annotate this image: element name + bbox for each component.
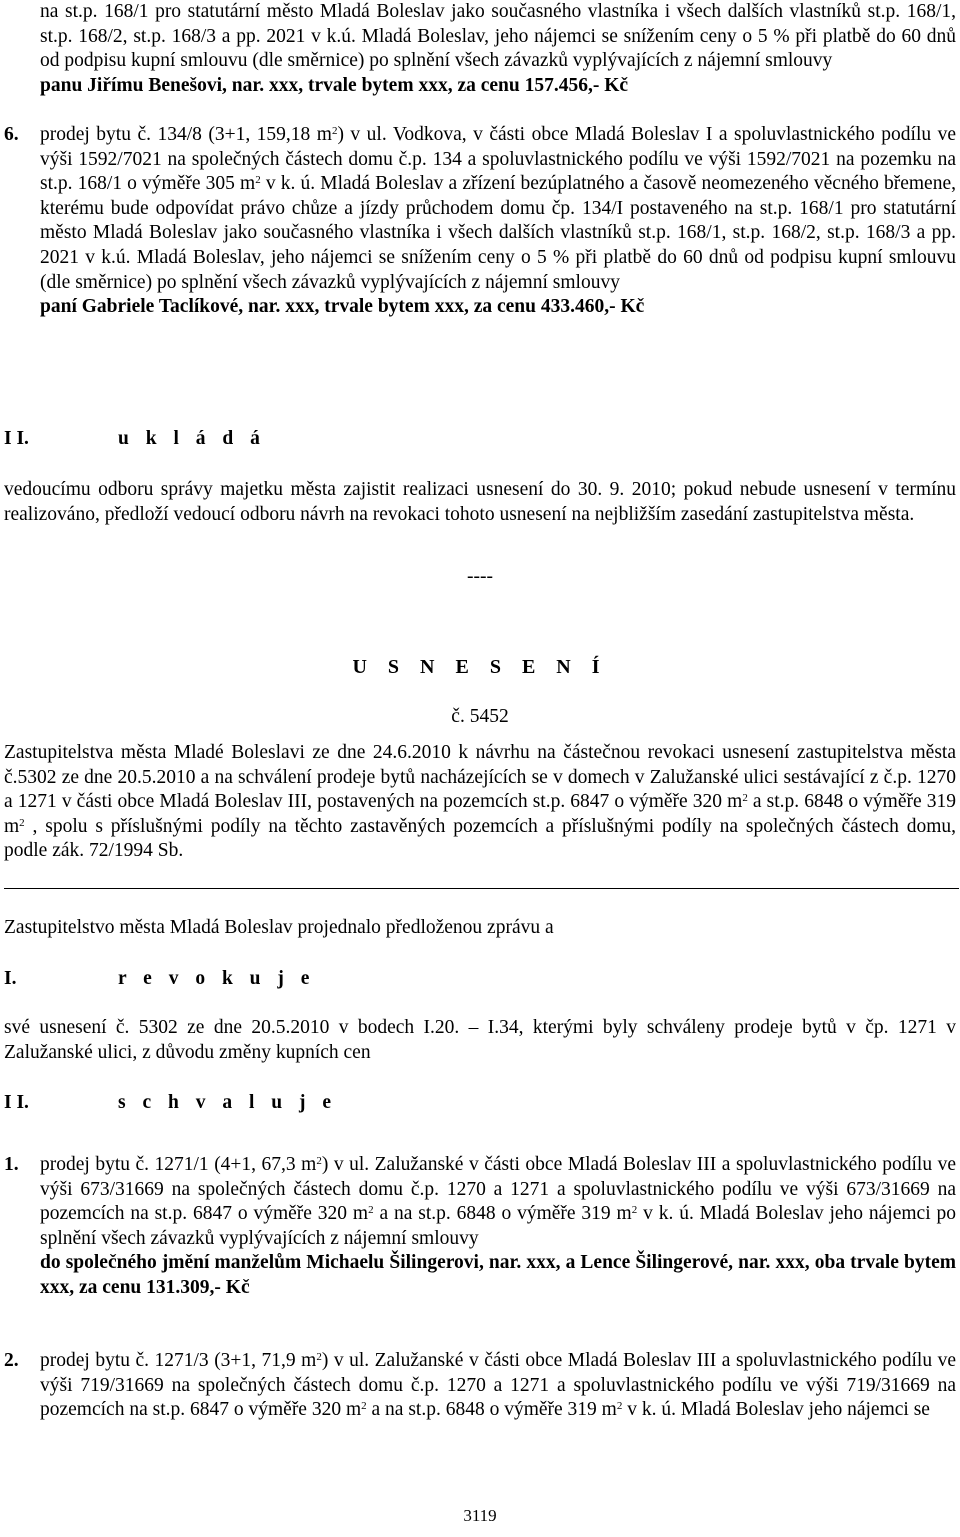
item-text: prodej bytu č. 1271/3 (3+1, 71,9 m bbox=[40, 1350, 317, 1371]
section-verb: u k l á d á bbox=[118, 428, 266, 449]
section-roman: I. bbox=[4, 968, 17, 989]
item-text: ) v ul. Zalužanské v části obce Mladá Boleslav III a spoluvlastnického podílu ve výši 673/31669 na společných částech domu č.p. 1270 a 1271 a spoluvlastnického podílu ve výši 673/31669 na pozemcích na st.p. 6847 o výměře 320 m bbox=[40, 1154, 956, 1225]
sale-item-6 bbox=[40, 123, 956, 320]
superscript: 2 bbox=[255, 174, 261, 187]
item-text: ) v ul. Vodkova, v části obce Mladá Boleslav I a spoluvlastnického podílu ve výši 1592/7021 na společných částech domu č.p. 134 a spoluvlastnického podílu ve výši 1592/7021 na pozemku na st.p. 168/1 o výměře 305 m bbox=[40, 124, 956, 195]
item-number: 1. bbox=[4, 1154, 19, 1175]
item-number: 2. bbox=[4, 1350, 19, 1371]
page-number: 3119 bbox=[463, 1506, 497, 1525]
continuation-paragraph bbox=[40, 0, 956, 98]
paragraph-text: své usnesení č. 5302 ze dne 20.5.2010 v bodech I.20. – I.34, kterými byly schváleny prodeje bytů v čp. 1271 v Zalužanské ulici, z důvodu změny kupních cen bbox=[4, 1017, 956, 1063]
item-text: a na st.p. 6848 o výměře 319 m bbox=[366, 1399, 617, 1421]
item-text: prodej bytu č. 134/8 (3+1, 159,18 m bbox=[40, 124, 332, 145]
superscript: 2 bbox=[19, 816, 25, 829]
item-number: 6. bbox=[4, 124, 19, 145]
superscript: 2 bbox=[361, 1400, 367, 1413]
item-text: prodej bytu č. 1271/1 (4+1, 67,3 m bbox=[40, 1154, 317, 1175]
superscript: 2 bbox=[316, 1351, 322, 1363]
superscript: 2 bbox=[616, 1400, 623, 1413]
paragraph-text: Zastupitelstva města Mladé Boleslavi ze dne 24.6.2010 k návrhu na částečnou revokaci usnesení zastupitelstva města č.5302 ze dne 20.5.2010 a na schválení prodeje bytů nacházejících se v domech v Zalužanské ulici sestávající z č.p. 1270 a 1271 v části obce Mladá Boleslav III, postavených na pozemcích st.p. 6847 o výměře 320 m bbox=[4, 742, 956, 813]
separator: ---- bbox=[467, 566, 493, 587]
sale-item-2 bbox=[40, 1349, 956, 1423]
item-text: a na st.p. 6848 o výměře 319 m bbox=[373, 1203, 632, 1225]
section-verb: s c h v a l u j e bbox=[118, 1092, 337, 1113]
superscript: 2 bbox=[331, 125, 338, 137]
sale-item-1 bbox=[40, 1153, 956, 1301]
superscript: 2 bbox=[631, 1204, 638, 1217]
paragraph-text: Zastupitelstvo města Mladá Boleslav projednalo předloženou zprávu a bbox=[4, 917, 554, 938]
superscript: 2 bbox=[316, 1155, 322, 1167]
resolution-number: č. 5452 bbox=[451, 706, 509, 727]
horizontal-rule bbox=[4, 888, 959, 889]
buyer-name: panu Jiřímu Benešovi, nar. xxx, trvale bytem xxx, za cenu 157.456,- Kč bbox=[40, 74, 629, 96]
section-verb: r e v o k u j e bbox=[118, 968, 316, 989]
section-roman: I I. bbox=[4, 1092, 29, 1113]
superscript: 2 bbox=[368, 1204, 374, 1217]
council-statement bbox=[4, 916, 956, 941]
superscript: 2 bbox=[742, 792, 748, 805]
item-text: ) v ul. Zalužanské v části obce Mladá Boleslav III a spoluvlastnického podílu ve výši 719/31669 na společných částech domu č.p. 1270 a 1271 a spoluvlastnického podílu ve výši 719/31669 na pozemcích na st.p. 6847 o výměře 320 m bbox=[40, 1350, 956, 1421]
paragraph-text: vedoucímu odboru správy majetku města zajistit realizaci usnesení do 30. 9. 2010; pokud nebude usnesení v termínu realizováno, předloží vedoucí odboru návrh na revokaci tohoto usnesení na nejbližším zasedání zastupitelstva města. bbox=[4, 479, 956, 525]
buyer-name: do společného jmění manželům Michaelu Šilingerovi, nar. xxx, a Lence Šilingerové, nar. xxx, oba trvale bytem xxx, za cenu 131.309,- Kč bbox=[40, 1252, 956, 1298]
buyer-name: paní Gabriele Taclíkové, nar. xxx, trvale bytem xxx, za cenu 433.460,- Kč bbox=[40, 296, 645, 318]
resolution-intro bbox=[4, 741, 956, 864]
item-text: v k. ú. Mladá Boleslav jeho nájemci se bbox=[622, 1399, 930, 1421]
item-text: v k. ú. Mladá Boleslav a zřízení bezúplatného a časově neomezeného věcného břemene, kterému bude odpovídat právo chůze a jízdy průchodem domu čp. 134/I postaveného na st.p. 168/1 pro statutární město Mladá Boleslav jako současného vlastníka i všech dalších vlastníků st.p. 168/1, st.p. 168/2, st.p. 168/3 a pp. 2021 v k.ú. Mladá Boleslav, jeho nájemci se snížením ceny o 5 % při platbě do 60 dnů od podpisu kupní smlouvu (dle směrnice) po splnění všech závazků vyplývajících z nájemní smlouvy bbox=[40, 173, 956, 293]
paragraph-text: na st.p. 168/1 pro statutární město Mladá Boleslav jako současného vlastníka i všech dalších vlastníků st.p. 168/1, st.p. 168/2, st.p. 168/3 a pp. 2021 v k.ú. Mladá Boleslav, jeho nájemci se snížením ceny o 5 % při platbě do 60 dnů od podpisu kupní smlouvu (dle směrnice) po splnění všech závazků vyplývajících z nájemní smlouvy bbox=[40, 1, 956, 72]
resolution-title: U S N E S E N Í bbox=[352, 656, 608, 678]
section-roman: I I. bbox=[4, 428, 29, 449]
revocation-paragraph bbox=[4, 1016, 956, 1065]
paragraph-text: a st.p. 6848 o výměře 319 m bbox=[4, 791, 956, 837]
instruction-paragraph bbox=[4, 478, 956, 527]
item-text: v k. ú. Mladá Boleslav jeho nájemci po splnění všech závazků vyplývajících z nájemní smlouvy bbox=[40, 1203, 956, 1249]
paragraph-text: , spolu s příslušnými podíly na těchto zastavěných pozemcích a příslušnými podíly na společných částech domu, podle zák. 72/1994 Sb. bbox=[4, 815, 956, 862]
